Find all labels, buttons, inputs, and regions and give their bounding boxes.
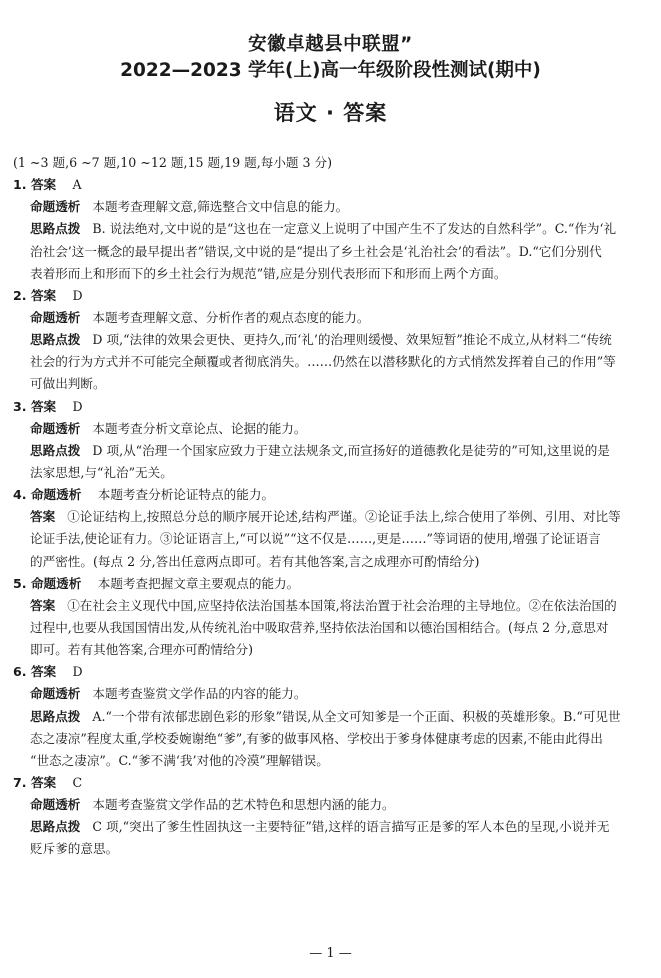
alliance-title: 安徽卓越县中联盟” [248, 34, 413, 55]
thinking-label: 思路点拨 [30, 708, 81, 724]
answer-label: 答案 [30, 774, 57, 790]
question-3-analysis [13, 418, 649, 440]
thinking-label: 思路点拨 [30, 332, 81, 348]
thinking-text: D 项,“法律的效果会更快、更持久,而‘礼’的治理则缓慢、效果短暂”推论不成立,从材料二“传统 [92, 332, 612, 348]
answer-label: 答案 [30, 664, 57, 680]
answer-label: 答案 [30, 509, 56, 525]
question-number: 5. [13, 575, 27, 591]
analysis-label: 命题透析 [30, 420, 81, 436]
analysis-label: 命题透析 [30, 487, 82, 503]
analysis-label: 命题透析 [30, 686, 81, 702]
analysis-text: 本题考查鉴赏文学作品的内容的能力。 [92, 686, 307, 702]
answer-text: ①在社会主义现代中国,应坚持依法治国基本国策,将法治置于社会治理的主导地位。②在依法治国的 [67, 597, 617, 613]
exam-title: 2022—2023 学年(上)高一年级阶段性测试(期中) [120, 60, 541, 81]
question-6-answer [13, 661, 649, 683]
analysis-label: 命题透析 [30, 309, 81, 325]
answer-text-line: 过程中,也要从我国国情出发,从传统礼治中吸取营养,坚持依法治国和以德治国相结合。(每点 2 分,意思对 [30, 619, 609, 635]
analysis-label: 命题透析 [30, 199, 81, 215]
thinking-text: A.“一个带有浓郁悲剧色彩的形象”错误,从全文可知爹是一个正面、积极的英雄形象。B.“可见世 [92, 708, 621, 724]
answer-value: D [72, 664, 83, 680]
thinking-text-line: 治社会’这一概念的最早提出者”错误,文中说的是“提出了乡土社会是‘礼治社会’的看法”。D.“它们分别代 [30, 243, 602, 259]
answer-value: C [72, 774, 83, 790]
thinking-text-line: 社会的行为方式并不可能完全颠覆或者彻底消失。……仍然在以潜移默化的方式悄然发挥着自己的作用”等 [30, 354, 616, 370]
question-2-answer [13, 285, 649, 307]
question-6-thinking [13, 706, 649, 728]
question-1-answer [13, 174, 649, 196]
analysis-text: 本题考查鉴赏文学作品的艺术特色和思想内涵的能力。 [92, 797, 395, 813]
question-4-analysis [13, 484, 649, 506]
question-6-analysis [13, 683, 649, 705]
question-2-analysis [13, 307, 649, 329]
answer-text-line: 的严密性。(每点 2 分,答出任意两点即可。若有其他答案,言之成理亦可酌情给分) [30, 553, 480, 569]
analysis-text: 本题考查理解文意,筛选整合文中信息的能力。 [92, 199, 349, 215]
thinking-text-line: 表着形而上和形而下的乡土社会行为规范”错,应是分别代表形而下和形而上两个方面。 [30, 265, 507, 281]
question-1-thinking [13, 218, 649, 240]
question-7-thinking [13, 816, 649, 838]
answer-label: 答案 [30, 287, 57, 303]
question-1-analysis [13, 196, 649, 218]
answer-text-line: 即可。若有其他答案,合理亦可酌情给分) [30, 642, 254, 658]
question-3-thinking [13, 440, 649, 462]
thinking-text-line: “世态之凄凉”。C.“爹不满‘我’对他的冷漠”理解错误。 [30, 752, 329, 768]
answer-label: 答案 [30, 597, 56, 613]
answer-label: 答案 [30, 398, 57, 414]
answer-value: D [72, 287, 83, 303]
question-7-answer [13, 772, 649, 794]
thinking-text-line: 法家思想,与“礼治”无关。 [30, 464, 173, 480]
question-number: 3. [13, 398, 27, 414]
question-number: 7. [13, 774, 27, 790]
analysis-text: 本题考查理解文意、分析作者的观点态度的能力。 [92, 309, 370, 325]
page-number: — 1 — [309, 946, 352, 961]
question-2-thinking [13, 329, 649, 351]
thinking-text-line: 态之凄凉”程度太重,学校委婉谢绝“爹”,有爹的做事风格、学校出于爹身体健康考虑的因素,不能由此得出 [30, 730, 603, 746]
analysis-text: 本题考查分析文章论点、论据的能力。 [92, 420, 307, 436]
analysis-text: 本题考查把握文章主要观点的能力。 [97, 575, 300, 591]
question-number: 2. [13, 287, 27, 303]
answer-value: D [72, 398, 83, 414]
scoring-intro: (1 ~3 题,6 ~7 题,10 ~12 题,15 题,19 题,每小题 3 分) [13, 155, 333, 170]
question-5-analysis [13, 573, 649, 595]
question-number: 1. [13, 177, 27, 193]
question-number: 6. [13, 664, 27, 680]
thinking-label: 思路点拨 [30, 442, 81, 458]
thinking-text-line: 可做出判断。 [30, 376, 106, 392]
thinking-text-line: 贬斥爹的意思。 [30, 841, 119, 857]
analysis-label: 命题透析 [30, 797, 81, 813]
question-number: 4. [13, 487, 27, 503]
subject-title: 语文 · 答案 [273, 101, 388, 125]
answer-text: ①论证结构上,按照总分总的顺序展开论述,结构严谨。②论证手法上,综合使用了举例、引用、对比等 [67, 509, 621, 525]
answer-content [13, 152, 649, 861]
answer-text-line: 论证手法,使论证有力。③论证语言上,“可以说”“这不仅是……,更是……”等词语的使用,增强了论证语言 [30, 531, 601, 547]
question-7-analysis [13, 794, 649, 816]
answer-value: A [72, 177, 82, 193]
thinking-text: D 项,从“治理一个国家应致力于建立法规条文,而宣扬好的道德教化是徒劳的”可知,这里说的是 [92, 442, 610, 458]
analysis-text: 本题考查分析论证特点的能力。 [97, 487, 275, 503]
thinking-label: 思路点拨 [30, 221, 81, 237]
question-3-answer [13, 396, 649, 418]
question-4-answer [13, 506, 649, 528]
thinking-label: 思路点拨 [30, 819, 81, 835]
question-5-answer [13, 595, 649, 617]
thinking-text: B. 说法绝对,文中说的是“这也在一定意义上说明了中国产生不了发达的自然科学”。C.“作为‘礼 [92, 221, 617, 237]
analysis-label: 命题透析 [30, 575, 82, 591]
answer-label: 答案 [30, 177, 57, 193]
thinking-text: C 项,“突出了爹生性固执这一主要特征”错,这样的语言描写正是爹的军人本色的呈现,小说并无 [92, 819, 610, 835]
